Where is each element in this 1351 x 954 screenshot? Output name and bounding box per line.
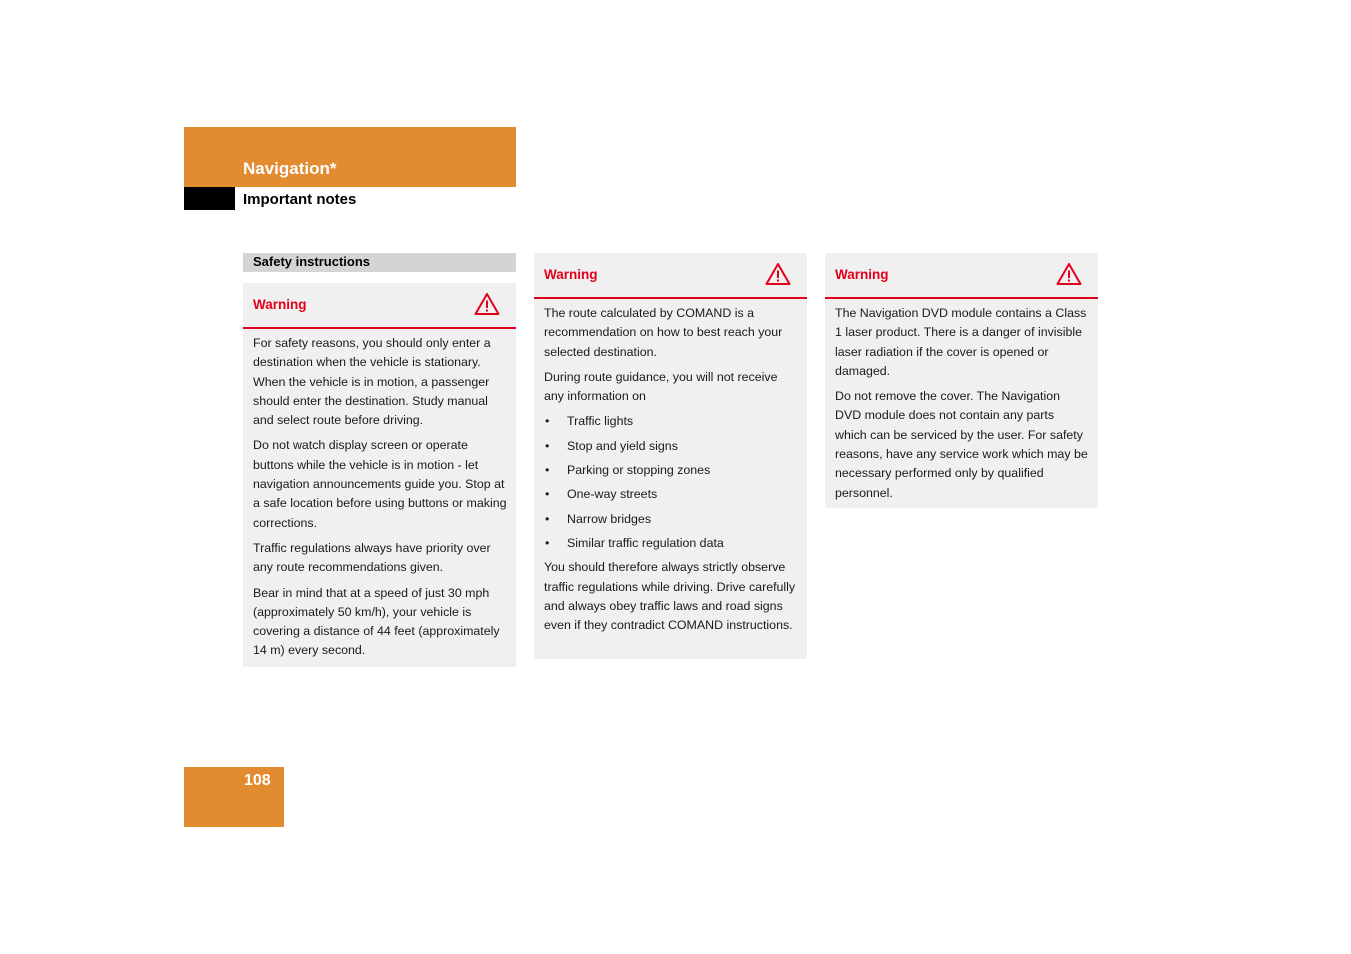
warning-label: Warning — [253, 297, 307, 312]
warning-header — [243, 283, 516, 329]
warning-paragraph: Do not remove the cover. The Navigation DVD module does not contain any parts which can be serviced by the user. For safety reasons, have any service work which may be necessary performed only by qualified personnel. — [835, 389, 1088, 500]
chapter-title: Navigation* — [243, 159, 337, 178]
warning-paragraph: Do not watch display screen or operate buttons while the vehicle is in motion - let navigation announcements guide you. Stop at a safe location before using buttons or making corrections. — [253, 438, 507, 530]
list-item: • Similar traffic regulation data — [544, 534, 798, 553]
warning-header — [534, 253, 807, 299]
section-heading: Safety instructions — [253, 254, 371, 269]
page-number: 108 — [244, 772, 271, 789]
section-subtitle: Important notes — [243, 191, 357, 208]
warning-paragraph: The Navigation DVD module contains a Class 1 laser product. There is a danger of invisible laser radiation if the cover is opened or damaged. — [835, 306, 1087, 378]
warning-paragraph: The route calculated by COMAND is a recommendation on how to best reach your selected destination. — [544, 306, 783, 359]
list-item: • Narrow bridges — [544, 510, 798, 529]
header-marker — [184, 187, 235, 210]
list-item: • Parking or stopping zones — [544, 461, 798, 480]
warning-paragraph: You should therefore always strictly observe traffic regulations while driving. Drive carefully and always obey traffic laws and road signs even if they contradict COMAND instructions. — [544, 560, 796, 633]
list-item: • Traffic lights — [544, 412, 798, 431]
warning-label: Warning — [544, 267, 598, 282]
list-item: • Stop and yield signs — [544, 437, 798, 456]
warning-body — [243, 329, 516, 673]
list-item: • One-way streets — [544, 485, 798, 504]
safety-instructions-bar — [243, 253, 516, 272]
warning-box-3 — [825, 253, 1098, 508]
warning-body — [825, 299, 1098, 515]
warning-header — [825, 253, 1098, 299]
warning-paragraph: During route guidance, you will not receive any information on — [544, 369, 778, 404]
warning-label: Warning — [835, 267, 889, 282]
warning-triangle-icon — [1056, 262, 1082, 286]
header-band — [184, 127, 516, 187]
warning-paragraph: Bear in mind that at a speed of just 30 mph (approximately 50 km/h), your vehicle is covering a distance of 44 feet (approximately 14 m) every second. — [253, 585, 500, 658]
warning-body — [534, 299, 807, 647]
warning-box-2 — [534, 253, 807, 659]
warning-triangle-icon — [474, 292, 500, 316]
warning-box-1 — [243, 283, 516, 667]
warning-triangle-icon — [765, 262, 791, 286]
warning-paragraph: Traffic regulations always have priority over any route recommendations given. — [253, 540, 491, 575]
warning-paragraph: For safety reasons, you should only enter a destination when the vehicle is stationary. When the vehicle is in motion, a passenger should enter the destination. Study manual and select route before driving. — [253, 336, 491, 428]
bullet-list — [544, 412, 798, 553]
